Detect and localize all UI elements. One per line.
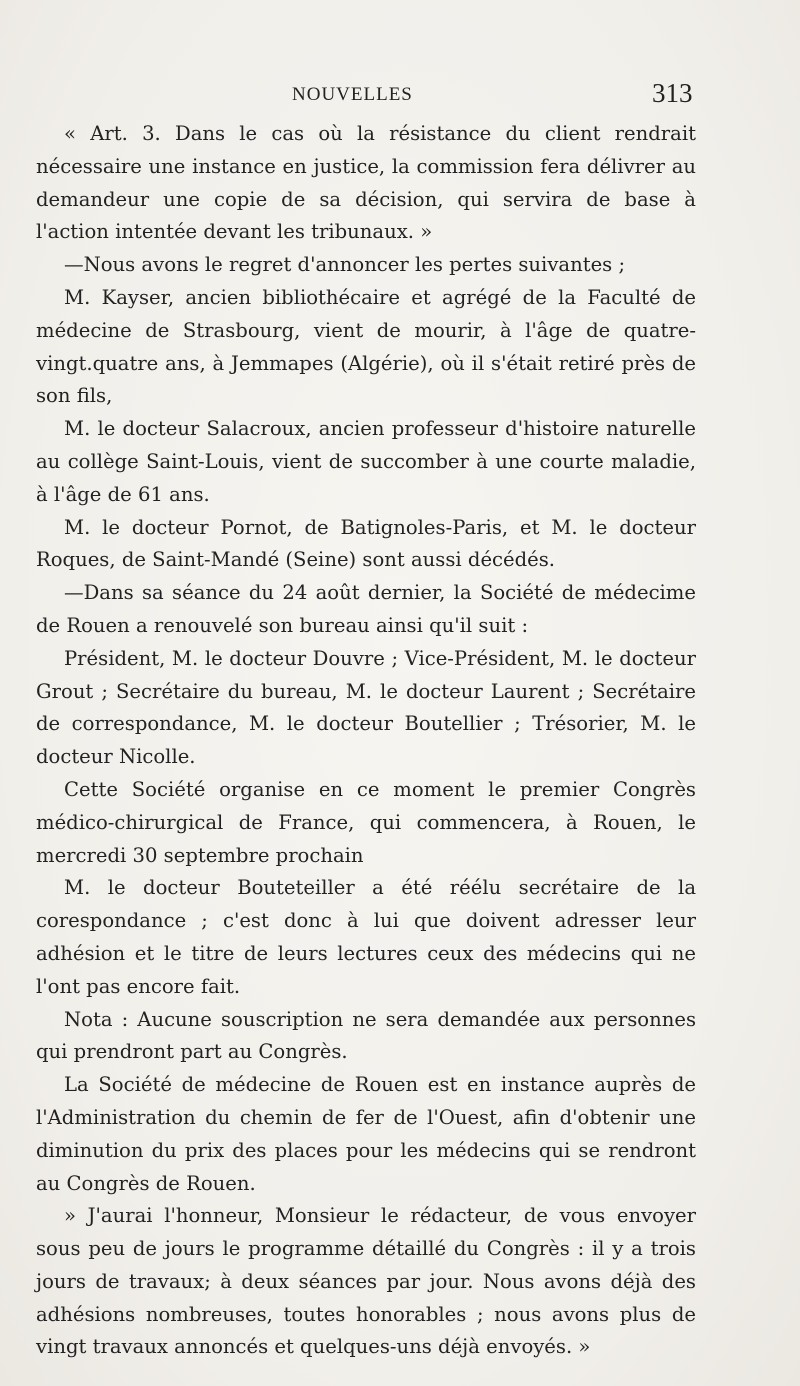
paragraph-kayser: M. Kayser, ancien bibliothécaire et agrégé de la Faculté de médecine de Strasbourg, vient de mourir, à l'âge de quatre-vingt.quatre ans, à Jemmapes (Algérie), où il s'était retiré près de son fils,	[36, 285, 696, 408]
paragraph-article-3: « Art. 3. Dans le cas où la résistance du client rendrait nécessaire une instance en justice, la commission fera délivrer au demandeur une copie de sa décision, qui servira de base à l'action intentée devant les tribunaux. »	[36, 122, 696, 244]
paragraph-closing: » J'aurai l'honneur, Monsieur le rédacteur, de vous envoyer sous peu de jours le programme détaillé du Congrès : il y a trois jours de travaux; à deux séances par jour. Nous avons déjà des adhésions nombreuses, toutes honorables ; nous avons plus de vingt travaux annoncés et quelques-uns déjà envoyés. »	[36, 1204, 696, 1359]
paragraph-deaths-intro: —Nous avons le regret d'annoncer les pertes suivantes ;	[64, 253, 626, 277]
page-number: 313	[652, 78, 693, 108]
paragraph-nota: Nota : Aucune souscription ne sera demandée aux personnes qui prendront part au Congrès.	[36, 1007, 696, 1064]
running-head	[0, 78, 800, 114]
paragraph-railway: La Société de médecine de Rouen est en instance auprès de l'Administration du chemin de fer de l'Ouest, afin d'obtenir une diminution du prix des places pour les médecins qui se rendront au Congrès de Rouen.	[36, 1073, 696, 1195]
paragraph-society-session: —Dans sa séance du 24 août dernier, la Société de médecime de Rouen a renouvelé son bureau ainsi qu'il suit :	[36, 581, 696, 637]
paragraph-salacroux: M. le docteur Salacroux, ancien professeur d'histoire naturelle au collège Saint-Louis, vient de succomber à une courte maladie, à l'âge de 61 ans.	[36, 417, 696, 506]
paragraph-congress: Cette Société organise en ce moment le premier Congrès médico-chirurgical de France, qui commencera, à Rouen, le mercredi 30 septembre prochain	[36, 777, 696, 867]
running-title: NOUVELLES	[292, 84, 413, 105]
paragraph-pornot-roques: M. le docteur Pornot, de Batignoles-Paris, et M. le docteur Roques, de Saint-Mandé (Seine) sont aussi décédés.	[36, 515, 696, 572]
paragraph-secretary: M. le docteur Bouteteiller a été réélu secrétaire de la corespondance ; c'est donc à lui que doivent adresser leur adhésion et le titre de leurs lectures ceux des médecins qui ne l'ont pas encore fait.	[36, 876, 696, 998]
body-text	[36, 118, 696, 1364]
paragraph-bureau-members: Président, M. le docteur Douvre ; Vice-Président, M. le docteur Grout ; Secrétaire du bureau, M. le docteur Laurent ; Secrétaire de correspondance, M. le docteur Boutellier ; Trésorier, M. le docteur Nicolle.	[36, 646, 696, 769]
